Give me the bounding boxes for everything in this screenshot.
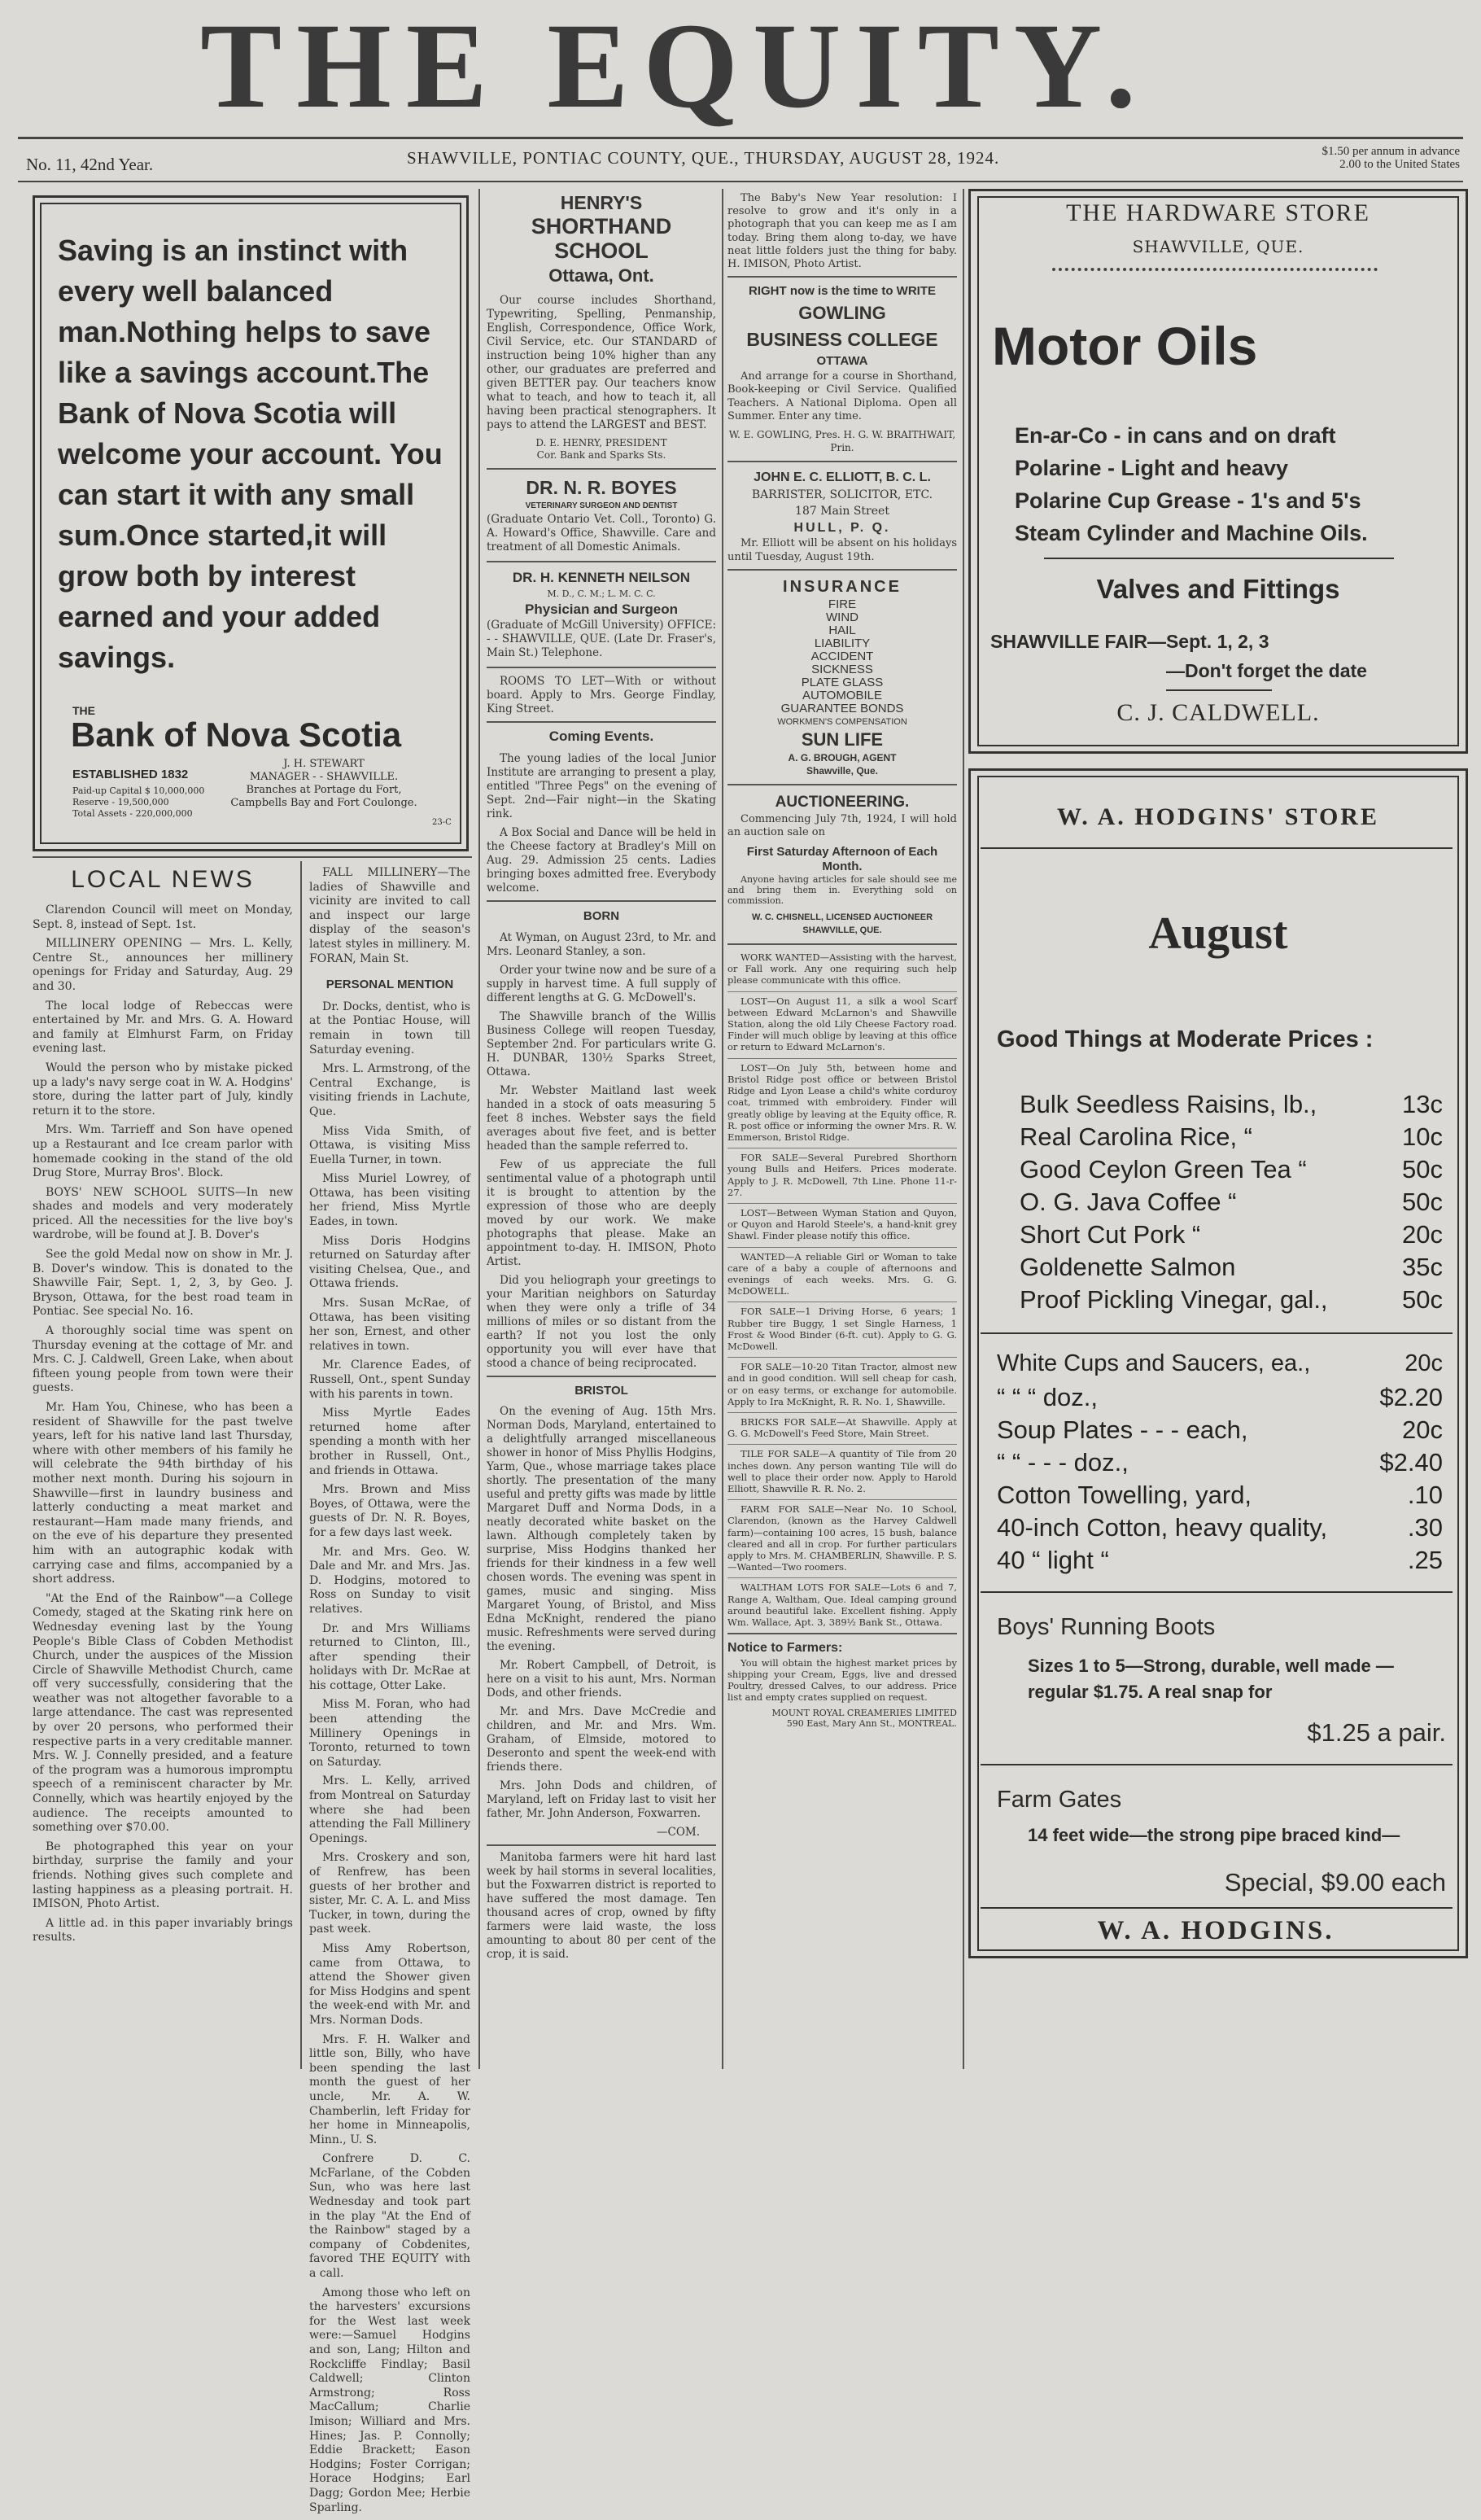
personal-item: Mr. Clarence Eades, of Russell, Ont., spent Sunday with his parents in town.	[309, 1358, 470, 1401]
hardware-store-place: SHAWVILLE, QUE.	[1132, 237, 1304, 256]
rule	[487, 667, 716, 668]
classified-ad: FOR SALE—Several Purebred Shorthorn young Bulls and Heifers. Prices moderate. Apply to J. R. McDowell, 7th Line. Phone 11-r-27.	[727, 1152, 957, 1198]
rule	[1166, 689, 1272, 691]
right-now-headline: RIGHT now is the time to WRITE	[749, 284, 936, 299]
motor-oils-headline: Motor Oils	[992, 316, 1258, 376]
neilson-physician: Physician and Surgeon	[525, 602, 678, 617]
classified-ad: FOR SALE—10-20 Titan Tractor, almost new and in good condition. Will sell cheap for cash, or on easy terms, or exchange for automobile. Apply to Ira McKnight, R. R. No. 1, Shawville.	[727, 1361, 957, 1407]
born-item: At Wyman, on August 23rd, to Mr. and Mrs. Leonard Stanley, a son.	[487, 931, 716, 958]
insurance-lines: FIRE WIND HAIL LIABILITY ACCIDENT SICKNESS PLATE GLASS AUTOMOBILE GUARANTEE BONDS WORKMEN'S COMPENSATION	[777, 597, 907, 727]
price-item: Short Cut Pork “ 20c	[1020, 1220, 1443, 1249]
rule	[981, 847, 1453, 849]
rule	[727, 461, 957, 462]
rule	[727, 1499, 957, 1500]
classified-ad: LOST—Between Wyman Station and Quyon, or Quyon and Harold Steele's, a hand-knit grey Shawl. Finder please notify this office.	[727, 1206, 957, 1242]
personal-item: Miss Myrtle Eades returned home after spending a month with her brother in Russell, Ont., and friends in Ottawa.	[309, 1407, 470, 1477]
henrys-body: Our course includes Shorthand, Typewriting, Spelling, Penmanship, English, Correspondence, Office Work, Civil Service, etc. Our STANDARD of instruction being 10% higher than any other, our graduates are preferred and given BETTER pay. Our teachers know what to teach, and how to teach it, all having been practical stenographers. It pays to attend the LARGEST and BEST.	[487, 294, 716, 431]
price-item: 40-inch Cotton, heavy quality, .30	[997, 1513, 1443, 1542]
news-item: A little ad. in this paper invariably brings results.	[33, 1916, 293, 1945]
neilson-body: (Graduate of McGill University) OFFICE: - - SHAWVILLE, QUE. (Late Dr. Fraser's, Main St.) Telephone.	[487, 619, 716, 659]
personal-item: Mrs. Brown and Miss Boyes, of Ottawa, were the guests of Dr. N. R. Boyes, for a few days last week.	[309, 1483, 470, 1539]
personal-item: Mrs. Susan McRae, of Ottawa, has been visiting her son, Ernest, and other relatives in town.	[309, 1297, 470, 1353]
price-item: White Cups and Saucers, ea., 20c	[997, 1350, 1443, 1376]
henrys-place: Ottawa, Ont.	[548, 265, 654, 286]
born-heading: BORN	[583, 909, 620, 923]
price-item: Proof Pickling Vinegar, gal., 50c	[1020, 1285, 1443, 1314]
classified-ad: LOST—On July 5th, between home and Bristol Ridge post office or between Bristol Ridge and Lyon Lease a child's white corduroy coat, trimmed with embroidery. Finder will greatly oblige by leaving at the Equity office, R. R. post office or informing the owner Mrs. R. W. Emmerson, Bristol Ridge.	[727, 1061, 957, 1143]
elliott-title: JOHN E. C. ELLIOTT, B. C. L.	[754, 470, 931, 485]
bank-established: ESTABLISHED 1832	[72, 768, 189, 781]
gates-heading: Farm Gates	[997, 1787, 1122, 1813]
rule	[727, 1633, 957, 1634]
personal-item: Miss Vida Smith, of Ottawa, is visiting Miss Euella Turner, in town.	[309, 1124, 470, 1166]
bristol-item: Mr. Robert Campbell, of Detroit, is here on a visit to his aunt, Mrs. Norman Dods, and other friends.	[487, 1659, 716, 1700]
bristol-item: Mrs. John Dods and children, of Maryland, left on Friday last to visit her father, Mr. John Anderson, Foxwarren.	[487, 1779, 716, 1820]
coming-events-heading: Coming Events.	[548, 728, 654, 744]
price-item: Good Ceylon Green Tea “ 50c	[1020, 1155, 1443, 1183]
business-college-title: BUSINESS COLLEGE	[746, 329, 938, 351]
brough-place: Shawville, Que.	[806, 765, 879, 777]
rule	[727, 943, 957, 945]
rule	[727, 1247, 957, 1248]
price-item: Bulk Seedless Raisins, lb., 13c	[1020, 1090, 1443, 1118]
news-item: "At the End of the Rainbow"—a College Comedy, staged at the Skating rink here on Wednesday evening last by the Young People's Bible Class of Cobden Methodist Church, under the auspices of the Mission Circle of Shawville Methodist Church, came off very successfully, considering that the weather was not altogether favorable to a large attendance. The cast was represented by over 20 persons, who performed their respective parts in a very creditable manner. Mrs. W. J. Connelly presided, and a feature of the program was a humorous impromptu speech of a reminiscent character by Mr. Connelly, which was heartily enjoyed by the audience. The receipts amounted to something over $70.00.	[33, 1591, 293, 1835]
auction-signature-place: SHAWVILLE, QUE.	[802, 925, 882, 935]
auction-body: Commencing July 7th, 1924, I will hold an auction sale on	[727, 813, 957, 839]
hodgins-subtitle: Good Things at Moderate Prices :	[997, 1026, 1374, 1052]
rule	[727, 1058, 957, 1059]
bank-ad	[33, 195, 469, 851]
personal-item: Confrere D. C. McFarlane, of the Cobden Sun, who was here last Wednesday and took part in the play "At the End of the Rainbow" staged by a company of Cobdenites, favored THE EQUITY with a call.	[309, 2152, 470, 2281]
bank-manager: J. H. STEWART MANAGER - - SHAWVILLE. Branches at Portage du Fort, Campbells Bay and Fort Coulonge.	[230, 758, 417, 809]
bank-the: THE	[72, 704, 95, 717]
rule	[727, 1412, 957, 1413]
hodgins-signature: W. A. HODGINS.	[1097, 1916, 1335, 1945]
price-item: 40 “ light “ .25	[997, 1546, 1443, 1574]
boyes-subtitle: VETERINARY SURGEON AND DENTIST	[525, 501, 678, 510]
auction-date: First Saturday Afternoon of Each Month.	[746, 844, 938, 873]
personal-item: Dr. Docks, dentist, who is at the Pontiac House, will remain in town till Saturday evening.	[309, 1000, 470, 1057]
born-item: Mr. Webster Maitland last week handed in a stock of oats measuring 5 feet 8 inches. Webster says the field averages about five feet, and is better headed than the sample referred to.	[487, 1084, 716, 1153]
bank-figures: Paid-up Capital $ 10,000,000 Reserve - 19,500,000 Total Assets - 220,000,000	[72, 785, 205, 819]
personal-item: Miss M. Foran, who had been attending the Millinery Openings in Toronto, returned to town on Saturday.	[309, 1698, 470, 1769]
news-item: MILLINERY OPENING — Mrs. L. Kelly, Centre St., announces her millinery openings for Friday and Saturday, Aug. 29 and 30.	[33, 937, 293, 993]
subscription-price: $1.50 per annum in advance 2.00 to the United States	[1322, 145, 1460, 171]
newspaper-title: THE EQUITY.	[200, 0, 1151, 133]
boots-body: Sizes 1 to 5—Strong, durable, well made —regular $1.75. A real snap for	[1028, 1656, 1394, 1702]
rule	[1044, 558, 1394, 559]
boyes-title: DR. N. R. BOYES	[526, 477, 677, 498]
gates-body: 14 feet wide—the strong pipe braced kind—	[1028, 1825, 1400, 1845]
rooms-to-let: ROOMS TO LET—With or without board. Apply to Mrs. George Findlay, King Street.	[487, 675, 716, 715]
personal-item: Mrs. F. H. Walker and little son, Billy, who have been spending the last month the guest of her uncle, Mr. A. W. Chamberlin, left Friday for her home in Minneapolis, Minn., U. S.	[309, 2032, 470, 2146]
elliott-address: 187 Main Street	[795, 505, 889, 518]
rule	[981, 1332, 1453, 1334]
personal-column	[309, 866, 470, 2520]
news-item: The local lodge of Rebeccas were entertained by Mr. and Mrs. G. A. Howard and family at Elmhurst Farm, on Friday evening last.	[33, 999, 293, 1056]
classified-ad: WANTED—A reliable Girl or Woman to take care of a baby a couple of afternoons and evenings of each weeks. Mrs. G. G. McDOWELL.	[727, 1250, 957, 1297]
classifieds	[727, 952, 957, 1628]
issue-number: No. 11, 42nd Year.	[26, 155, 154, 174]
coming-event: The young ladies of the local Junior Institute are arranging to present a play, entitled "Three Pegs" on the evening of Sept. 2nd—Fair night—in the Skating rink.	[487, 752, 716, 820]
rule	[727, 1577, 957, 1578]
notice-farmers-body: You will obtain the highest market prices by shipping your Cream, Eggs, live and dressed Poultry, dressed Calves, to our address. Price list and empty crates supplied on request.	[727, 1657, 957, 1704]
local-news-body	[33, 903, 293, 1950]
price-item: Cotton Towelling, yard, .10	[997, 1481, 1443, 1509]
rule	[487, 1376, 716, 1377]
personal-item: Mr. and Mrs. Geo. W. Dale and Mr. and Mrs. Jas. D. Hodgins, motored to Ross on Sunday to visit relatives.	[309, 1545, 470, 1616]
elliott-city: HULL, P. Q.	[793, 521, 891, 536]
manitoba-item: Manitoba farmers were hit hard last week by hail storms in several localities, but the Foxwarren district is reported to have suffered the most damage. Ten thousand acres of crop, owned by fifty farmers were laid waste, the loss amounting to about 80 per cent of the crop, it is said.	[487, 1851, 716, 1961]
rule	[727, 1444, 957, 1445]
motor-oils-list: En-ar-Co - in cans and on draft Polarine - Light and heavy Polarine Cup Grease - 1's and 5's Steam Cylinder and Machine Oils.	[1015, 423, 1368, 545]
rule	[727, 276, 957, 278]
elliott-body: Mr. Elliott will be absent on his holidays until Tuesday, August 19th.	[727, 537, 957, 563]
classified-ad: FARM FOR SALE—Near No. 10 School, Clarendon, (known as the Harvey Caldwell farm)—containing 100 acres, 15 bush, balance cleared and all in crop. For further particulars apply to Mrs. M. CHAMBERLIN, Shawville. P. S.—Wanted—Two roomers.	[727, 1503, 957, 1573]
rule	[981, 1591, 1453, 1593]
rule	[727, 784, 957, 785]
news-item: A thoroughly social time was spent on Thursday evening at the cottage of Mr. and Mrs. C. J. Caldwell, Green Lake, when about fifteen young people from town were their guests.	[33, 1324, 293, 1395]
bristol-item: Mr. and Mrs. Dave McCredie and children, and Mr. and Mrs. Wm. Graham, of Elmside, motored to Deseronto and spent the week-end with friends there.	[487, 1705, 716, 1774]
rule	[727, 991, 957, 992]
personal-item: Dr. and Mrs Williams returned to Clinton, Ill., after spending their holidays with Dr. McRae at his cottage, Otter Lake.	[309, 1621, 470, 1692]
rule	[487, 721, 716, 723]
auctioneering-heading: AUCTIONEERING.	[775, 794, 910, 812]
classified-ad: TILE FOR SALE—A quantity of Tile from 20 inches down. Any person wanting Tile will do well to place their order now. Apply to Harold Elliott, Shawville R. R. No. 2.	[727, 1448, 957, 1494]
hodgins-title: W. A. HODGINS' STORE	[1057, 803, 1379, 830]
gowling-signature: W. E. GOWLING, Pres. H. G. W. BRAITHWAIT, Prin.	[728, 429, 956, 454]
masthead-rule-lower	[18, 181, 1463, 182]
classified-ad: FOR SALE—1 Driving Horse, 6 years; 1 Rubber tire Buggy, 1 set Single Harness, 1 Frost & Wood Binder (6-ft. cut). Apply to G. G. McDowell.	[727, 1306, 957, 1352]
rule	[727, 1357, 957, 1358]
personal-item: Miss Muriel Lowrey, of Ottawa, has been visiting her friend, Miss Myrtle Eades, in town.	[309, 1172, 470, 1229]
coming-event: A Box Social and Dance will be held in the Cheese factory at Bradley's Mill on Aug. 29. Admission 25 cents. Ladies bringing boxes admitted free. Everybody welcome.	[487, 826, 716, 895]
rule	[727, 569, 957, 571]
local-news-heading: LOCAL NEWS	[71, 866, 255, 893]
bristol-heading: BRISTOL	[574, 1384, 628, 1398]
baby-notice: The Baby's New Year resolution: I resolve to grow and it's only in a photograph that you can keep me as I am today. Bring them along to-day, we have neat little folders just the thing for baby. H. IMISON, Photo Artist.	[727, 192, 957, 271]
auction-body-2: Anyone having articles for sale should see me and bring them in. Everything sold on commission.	[727, 873, 957, 906]
column-rule	[963, 189, 964, 2069]
news-item: BOYS' NEW SCHOOL SUITS—In new shades and models and very moderately priced. All the necessities for the live boy's wardrobe, will be found at J. B. Dover's	[33, 1185, 293, 1242]
bristol-item: On the evening of Aug. 15th Mrs. Norman Dods, Maryland, entertained to a delightfully arranged miscellaneous shower in honor of Miss Phyllis Hodgins, Yarm, Que., whose marriage takes place shortly. The presentation of the many useful and pretty gifts was made by little Margaret Duff and Norma Dods, in a neatly decorated white basket on the lawn. Although completely taken by surprise, Miss Hodgins thanked her friends for their kindness in a few well chosen words. The evening was spent in games, music and singing. Miss Margaret Young, of Bristol, and Miss Edna McKnight, rendered the piano music. Refreshments were served during the evening.	[487, 1405, 716, 1653]
decorative-rule	[1052, 268, 1378, 271]
classified-ad: WALTHAM LOTS FOR SALE—Lots 6 and 7, Range A, Waltham, Que. Ideal camping ground around beautiful lake. Excellent fishing. Apply Wm. Wallace, Apt. 3, 389½ Bank St., Ottawa.	[727, 1582, 957, 1629]
millinery-notice: FALL MILLINERY—The ladies of Shawville and vicinity are invited to call and inspect our large display of the season's latest styles in millinery. M. FORAN, Main St.	[309, 866, 470, 965]
neilson-degrees: M. D., C. M.; L. M. C. C.	[547, 588, 656, 599]
fair-reminder: —Don't forget the date	[1166, 660, 1367, 681]
personal-item: Mrs. L. Kelly, arrived from Montreal on Saturday where she had been attending the Fall Millinery Openings.	[309, 1774, 470, 1845]
news-item: Mrs. Wm. Tarrieff and Son have opened up a Restaurant and Ice cream parlor with homemade cooking in the stand of the old Drug Store, Murray Bros'. Block.	[33, 1123, 293, 1180]
bristol-byline: —COM.	[656, 1826, 700, 1839]
hardware-store-ad	[968, 189, 1468, 754]
fair-dates: SHAWVILLE FAIR—Sept. 1, 2, 3	[990, 631, 1269, 652]
boots-price: $1.25 a pair.	[1307, 1718, 1446, 1747]
insurance-heading: INSURANCE	[783, 577, 902, 596]
section-rule	[33, 856, 472, 858]
valves-fittings: Valves and Fittings	[1096, 574, 1340, 604]
auction-signature: W. C. CHISNELL, LICENSED AUCTIONEER	[751, 912, 933, 922]
henrys-title: HENRY'S	[560, 192, 643, 213]
news-item: See the gold Medal now on show in Mr. J. B. Dover's window. This is donated to the Shawville Fair, Sept. 1, 2, 3, by Geo. J. Bryson, Ottawa, for the best road team in Pontiac. See special No. 16.	[33, 1248, 293, 1319]
notice-farmers-heading: Notice to Farmers:	[727, 1641, 843, 1656]
classified-ad: WORK WANTED—Assisting with the harvest, or Fall work. Any one requiring such help please communicate with this office.	[727, 952, 957, 987]
column-four	[727, 192, 957, 1729]
boyes-body: (Graduate Ontario Vet. Coll., Toronto) G. A. Howard's Office, Shawville. Care and treatment of all Domestic Animals.	[487, 513, 716, 553]
column-rule	[478, 189, 480, 2069]
personal-mention-heading: PERSONAL MENTION	[325, 978, 454, 992]
sun-life-title: SUN LIFE	[801, 728, 884, 750]
personal-item: Among those who left on the harvesters' excursions for the West last week were:—Samuel Hodgins and son, Lang; Hilton and Rockcliffe Findlay; Basil Caldwell; Clinton Armstrong; Ross MacCallum; Charlie Imison; Williard and Mrs. Hines; Jas. P. Connolly; Eddie Brackett; Eason Hodgins; Foster Corrigan; Horace Hodgins; Earl Dagg; Gordon Mee; Herbie Sparling.	[309, 2286, 470, 2514]
gowling-title: GOWLING	[798, 303, 886, 324]
bank-ad-body: Saving is an instinct with every well balanced man.Nothing helps to save like a savings account.The Bank of Nova Scotia will welcome your account. You can start it with any small sum.Once started,it will grow both by interest earned and your added savings.	[58, 234, 443, 674]
news-item: Mr. Ham You, Chinese, who has been a resident of Shawville for the past twelve years, left for his native land last Thursday, where with other members of his family he will celebrate the 94th birthday of his mother next month. During his sojourn in Shawville—first in laundry business and latterly conducting a meat market and restaurant—Ham made many friends, and on the eve of his departure they presented him with an autographic kodak with carrying case and films, accompanied by a short address.	[33, 1401, 293, 1586]
personal-item: Miss Doris Hodgins returned on Saturday after visiting Chelsea, Que., and Ottawa friends.	[309, 1234, 470, 1291]
personal-item: Mrs. Croskery and son, of Renfrew, has been guests of her brother and sister, Mr. C. A. L. and Miss Tucker, in town, during the past week.	[309, 1851, 470, 1936]
price-item: Real Carolina Rice, “ 10c	[1020, 1122, 1443, 1151]
column-three	[487, 192, 716, 1967]
price-item: O. G. Java Coffee “ 50c	[1020, 1188, 1443, 1216]
personal-item: Miss Amy Robertson, came from Ottawa, to attend the Shower given for Miss Hodgins and spent the week-end with Mr. and Mrs. Norman Dods.	[309, 1941, 470, 2027]
hardware-store-title: THE HARDWARE STORE	[1066, 199, 1370, 226]
month-headline: August	[1148, 908, 1288, 959]
notice-farmers-signature: MOUNT ROYAL CREAMERIES LIMITED 590 East, Mary Ann St., MONTREAL.	[771, 1708, 957, 1730]
rule	[487, 468, 716, 470]
masthead-rule	[18, 137, 1463, 139]
born-item: The Shawville branch of the Willis Business College will reopen Tuesday, September 2nd. For particulars write G. H. DUNBAR, 130½ Sparks Street, Ottawa.	[487, 1010, 716, 1078]
gowling-body: And arrange for a course in Shorthand, Book-keeping or Civil Service. Qualified Teachers. A National Diploma. Open all Summer. Enter any time.	[727, 370, 957, 422]
hodgins-store-ad	[968, 768, 1468, 1958]
price-item: Soup Plates - - - each, 20c	[997, 1415, 1443, 1444]
gowling-city: OTTAWA	[816, 354, 868, 369]
rule	[981, 1907, 1453, 1909]
rule	[981, 1764, 1453, 1765]
brough-agent: A. G. BROUGH, AGENT	[788, 751, 897, 763]
news-item: Would the person who by mistake picked up a lady's navy serge coat in W. A. Hodgins' store, during the latter part of July, kindly return it to the store.	[33, 1061, 293, 1118]
classified-ad: BRICKS FOR SALE—At Shawville. Apply at G. G. McDowell's Feed Store, Main Street.	[727, 1415, 957, 1440]
price-item: “ “ “ doz., $2.20	[997, 1383, 1443, 1411]
column-rule	[722, 189, 723, 2069]
bank-code: 23-C	[432, 818, 452, 827]
boots-heading: Boys' Running Boots	[997, 1614, 1216, 1640]
rule	[727, 1203, 957, 1204]
born-item: Order your twine now and be sure of a supply in harvest time. A full supply of different lengths at G. G. McDowell's.	[487, 964, 716, 1004]
masthead	[0, 0, 1481, 174]
price-item: Goldenette Salmon 35c	[1020, 1253, 1443, 1281]
price-item: “ “ - - - doz., $2.40	[997, 1448, 1443, 1477]
place-and-date: SHAWVILLE, PONTIAC COUNTY, QUE., THURSDAY, AUGUST 28, 1924.	[407, 148, 1000, 168]
born-item: Few of us appreciate the full sentimental value of a photograph until it is brought to attention by the expression of those who are deeply moved by our work. We make photographs that please. Make an appointment to-day. H. IMISON, Photo Artist.	[487, 1158, 716, 1268]
born-item: Did you heliograph your greetings to your Maritian neighbors on Saturday when they were only a trifle of 34 millions of miles or so distant from the earth? If not you lost the only opportunity you will ever have that stood a chance of being reciprocated.	[487, 1274, 716, 1370]
dateline	[18, 145, 1463, 177]
rule	[487, 1844, 716, 1846]
elliott-profession: BARRISTER, SOLICITOR, ETC.	[751, 488, 933, 502]
personal-item: Mrs. L. Armstrong, of the Central Exchange, is visiting friends in Lachute, Que.	[309, 1062, 470, 1118]
neilson-title: DR. H. KENNETH NEILSON	[512, 570, 691, 585]
column-rule	[300, 861, 302, 2069]
news-item: Clarendon Council will meet on Monday, Sept. 8, instead of Sept. 1st.	[33, 903, 293, 931]
news-item: Be photographed this year on your birthday, surprise the family and your friends. Nothing gives such complete and lasting happiness as a pleasing portrait. H. IMISON, Photo Artist.	[33, 1840, 293, 1911]
gates-price: Special, $9.00 each	[1224, 1868, 1446, 1897]
rule	[487, 561, 716, 562]
rule	[487, 900, 716, 902]
classified-ad: LOST—On August 11, a silk a wool Scarf between Edward McLarnon's and Shawville Station, along the old Lily Cheese Factory road. Finder will much oblige by leaving at this office or return to Edward McLarnon's.	[727, 995, 957, 1053]
bank-name: Bank of Nova Scotia	[71, 715, 402, 754]
henrys-title-2: SHORTHAND SCHOOL	[531, 214, 672, 263]
henrys-signature: D. E. HENRY, PRESIDENT Cor. Bank and Sparks Sts.	[535, 437, 667, 461]
hardware-signature: C. J. CALDWELL.	[1116, 699, 1320, 726]
